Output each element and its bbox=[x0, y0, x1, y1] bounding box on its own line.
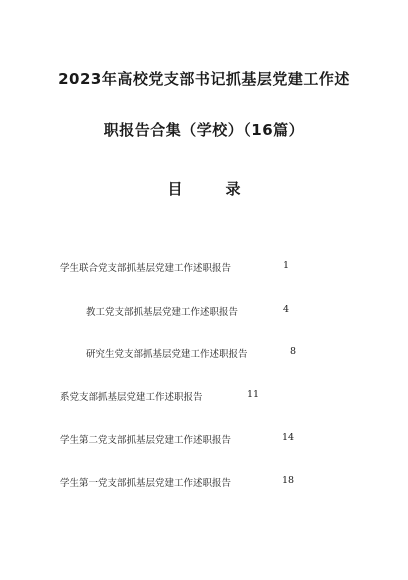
toc-entry-page-number: 4 bbox=[283, 304, 290, 315]
toc-entry[interactable] bbox=[0, 432, 408, 448]
toc-entry-title: 学生第一党支部抓基层党建工作述职报告 bbox=[60, 478, 232, 489]
toc-entry-title: 教工党支部抓基层党建工作述职报告 bbox=[86, 307, 239, 318]
toc-entry-page-number: 8 bbox=[290, 346, 297, 357]
toc-entry-page-number: 11 bbox=[247, 389, 260, 400]
toc-entry[interactable] bbox=[0, 346, 408, 362]
toc-entry-page-number: 1 bbox=[283, 260, 290, 271]
toc-entry[interactable] bbox=[0, 389, 408, 405]
toc-entry-title: 学生联合党支部抓基层党建工作述职报告 bbox=[60, 263, 232, 274]
toc-heading: 目 录 bbox=[167, 180, 255, 198]
document-title-line-2: 职报告合集（学校）（16篇） bbox=[103, 121, 305, 139]
toc-entry-page-number: 18 bbox=[282, 475, 295, 486]
toc-entry-page-number: 14 bbox=[282, 432, 295, 443]
toc-entry-title: 研究生党支部抓基层党建工作述职报告 bbox=[86, 349, 248, 360]
document-title-line-1: 2023年高校党支部书记抓基层党建工作述 bbox=[58, 70, 350, 88]
toc-entry-title: 系党支部抓基层党建工作述职报告 bbox=[60, 392, 203, 403]
toc-entry[interactable] bbox=[0, 475, 408, 491]
toc-entry[interactable] bbox=[0, 260, 408, 276]
toc-entry-title: 学生第二党支部抓基层党建工作述职报告 bbox=[60, 435, 232, 446]
toc-entry[interactable] bbox=[0, 304, 408, 320]
